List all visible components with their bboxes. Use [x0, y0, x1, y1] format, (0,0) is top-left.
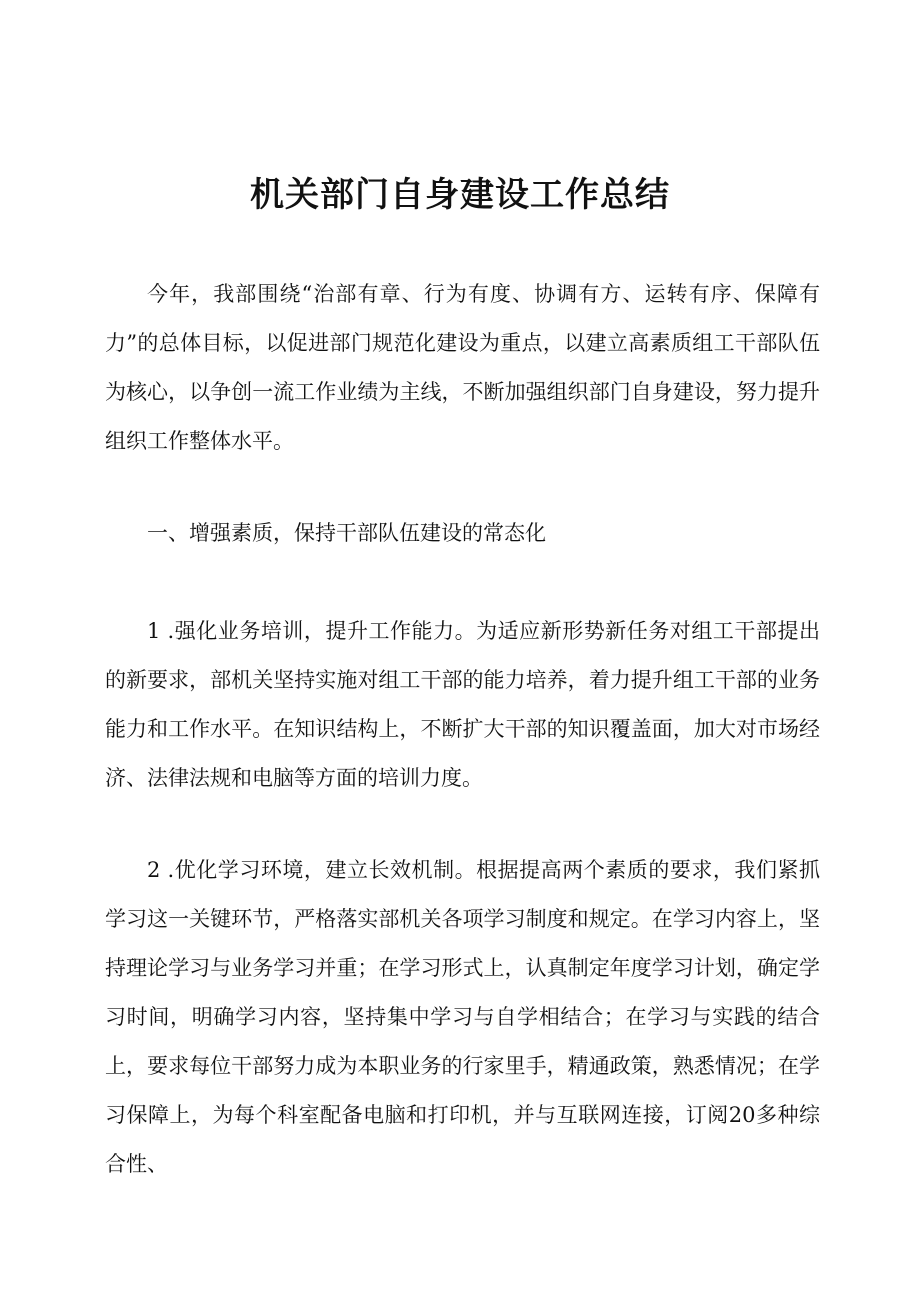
item-paragraph-1: 1 .强化业务培训，提升工作能力。为适应新形势新任务对组工干部提出的新要求，部机关坚持实施对组工干部的能力培养，着力提升组工干部的业务能力和工作水平。在知识结构上，不断扩大干部的知识覆盖面，加大对市场经济、法律法规和电脑等方面的培训力度。 — [105, 619, 820, 790]
section-heading-1: 一、增强素质，保持干部队伍建设的常态化 — [147, 521, 546, 545]
item-paragraph-2: 2 .优化学习环境，建立长效机制。根据提高两个素质的要求，我们紧抓学习这一关键环节，严格落实部机关各项学习制度和规定。在学习内容上，坚持理论学习与业务学习并重；在学习形式上，认真制定年度学习计划，确定学习时间，明确学习内容，坚持集中学习与自学相结合；在学习与实践的结合上，要求每位干部努力成为本职业务的行家里手，精通政策，熟悉情况；在学习保障上，为每个科室配备电脑和打印机，并与互联网连接，订阅20多种综合性、 — [105, 858, 820, 1176]
document-title: 机关部门自身建设工作总结 — [250, 175, 670, 215]
intro-paragraph: 今年，我部围绕“治部有章、行为有度、协调有方、运转有序、保障有力”的总体目标，以促进部门规范化建设为重点，以建立高素质组工干部队伍为核心，以争创一流工作业绩为主线，不断加强组织部门自身建设，努力提升组织工作整体水平。 — [105, 282, 820, 453]
